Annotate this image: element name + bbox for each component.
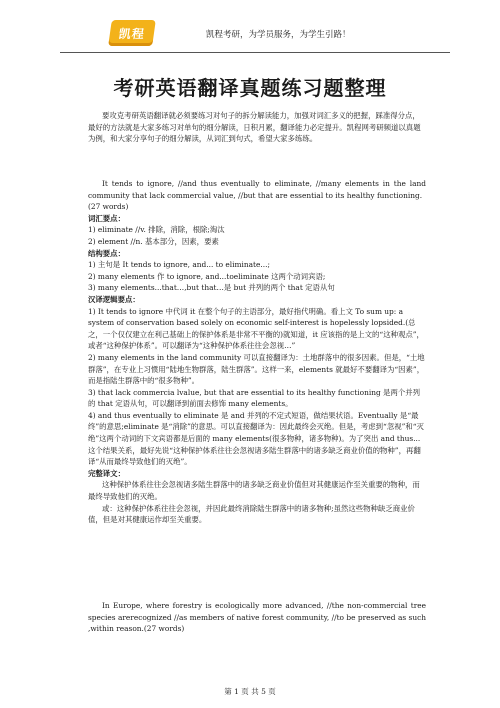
vocab-item: 2) element //n. 基本部分，因素，要素 <box>88 236 219 246</box>
intro-text: 要攻克考研英语翻译就必须要练习对句子的拆分解读能力，加强对词汇多义的把握，踩准得分点，最好的方法就是大家多练习对单句的细分解读，日积月累，翻译能力必定提升。凯程网考研频道以真题为例，和大家分享句子的细分解读，从词汇到句式，希望大家多练练。 <box>88 111 421 144</box>
logic-item: 2) many elements in the land community 可以直接翻译为：土地群落中的很多因素。但是，“土地群落”，在专业上习惯用“陆地生物群落，陆生群落”。这样一来，elements 就最好不要翻译为“因素”，而是指陆生群落中的“很多物种”。 <box>88 352 425 386</box>
logic-item: 1) It tends to ignore 中代词 it 在整个句子的主语部分，最好指代明确。看上文 To sum up: a system of conservation based solely on economic self-interest is hopelessly lopsided.(总之，一个仅仅建立在利己基础上的保护体系是非常不平衡的)就知道，it 应该指的是上文的“这种观点”，或者“这种保护体系”。可以翻译为“这种保护体系往往会忽视…” <box>88 306 424 351</box>
intro-paragraph <box>88 110 426 145</box>
logic-item: 4) and thus eventually to eliminate 是 and 并列的不定式短语，做结果状语。Eventually 是“最终”的意思;eliminate 是“消除”的意思。可以直接翻译为：因此最终会灭绝。但是，考虑到“忽视”和“灭绝”这两个动词的下文宾语都是后面的 many elements(很多物种，诸多物种)。为了突出 and thus...这个结果关系，最好先说“这种保护体系往往会忽视诸多陆生群落中的诸多缺乏商业价值的物种”，再翻译“从而最终导致他们的灭绝”。 <box>88 410 424 467</box>
example-2-sentence: In Europe, where forestry is ecologically more advanced, //the non-commercial tree species arerecognized //as members of native forest community, //to be preserved as such ,within reason.(27 words) <box>88 601 426 634</box>
example-1 <box>88 178 426 526</box>
full-translation: 这种保护体系往往会忽视诸多陆生群落中的诸多缺乏商业价值但对其健康运作至关重要的物种，而最终导致他们的灭绝。 <box>88 480 420 502</box>
page-title: 考研英语翻译真题练习题整理 <box>113 76 387 100</box>
page-number: 第 1 页 共 5 页 <box>224 687 276 696</box>
header-slogan: 凯程考研，为学员服务，为学生引路！ <box>206 30 351 40</box>
logic-heading: 汉译逻辑要点： <box>88 294 140 304</box>
structure-item: 3) many elements...that…,but that…是 but 并列的两个 that 定语从句 <box>88 283 335 293</box>
alt-translation: 或：这种保护体系往往会忽视，并因此最终消除陆生群落中的诸多物种;虽然这些物种缺乏商业价值，但是对其健康运作却至关重要。 <box>88 503 415 525</box>
example-2 <box>88 600 426 635</box>
logic-item: 3) that lack commercia lvalue, but that are essential to its healthy functioning 是两个并列的 that 定语从句，可以翻译到前面去修饰 many elements。 <box>88 387 421 409</box>
structure-heading: 结构要点： <box>88 248 125 258</box>
structure-item: 2) many elements 作 to ignore, and...toeliminate 这两个动词宾语; <box>88 271 326 281</box>
example-1-sentence: It tends to ignore, //and thus eventually to eliminate, //many elements in the land community that lack commercial value, //but that are essential to its healthy functioning. <box>88 179 426 200</box>
vocab-heading: 词汇要点： <box>88 213 125 223</box>
example-1-word-count: (27 words) <box>88 202 129 212</box>
structure-item: 1) 主句是 It tends to ignore, and... to eliminate...; <box>88 260 270 270</box>
header-divider <box>60 52 450 53</box>
vocab-item: 1) eliminate //v. 排除，消除，根除;淘汰 <box>88 225 225 235</box>
kaicheng-logo: 凯程 <box>108 20 156 46</box>
full-translation-heading: 完整译文： <box>88 468 125 478</box>
page-header <box>60 18 450 54</box>
